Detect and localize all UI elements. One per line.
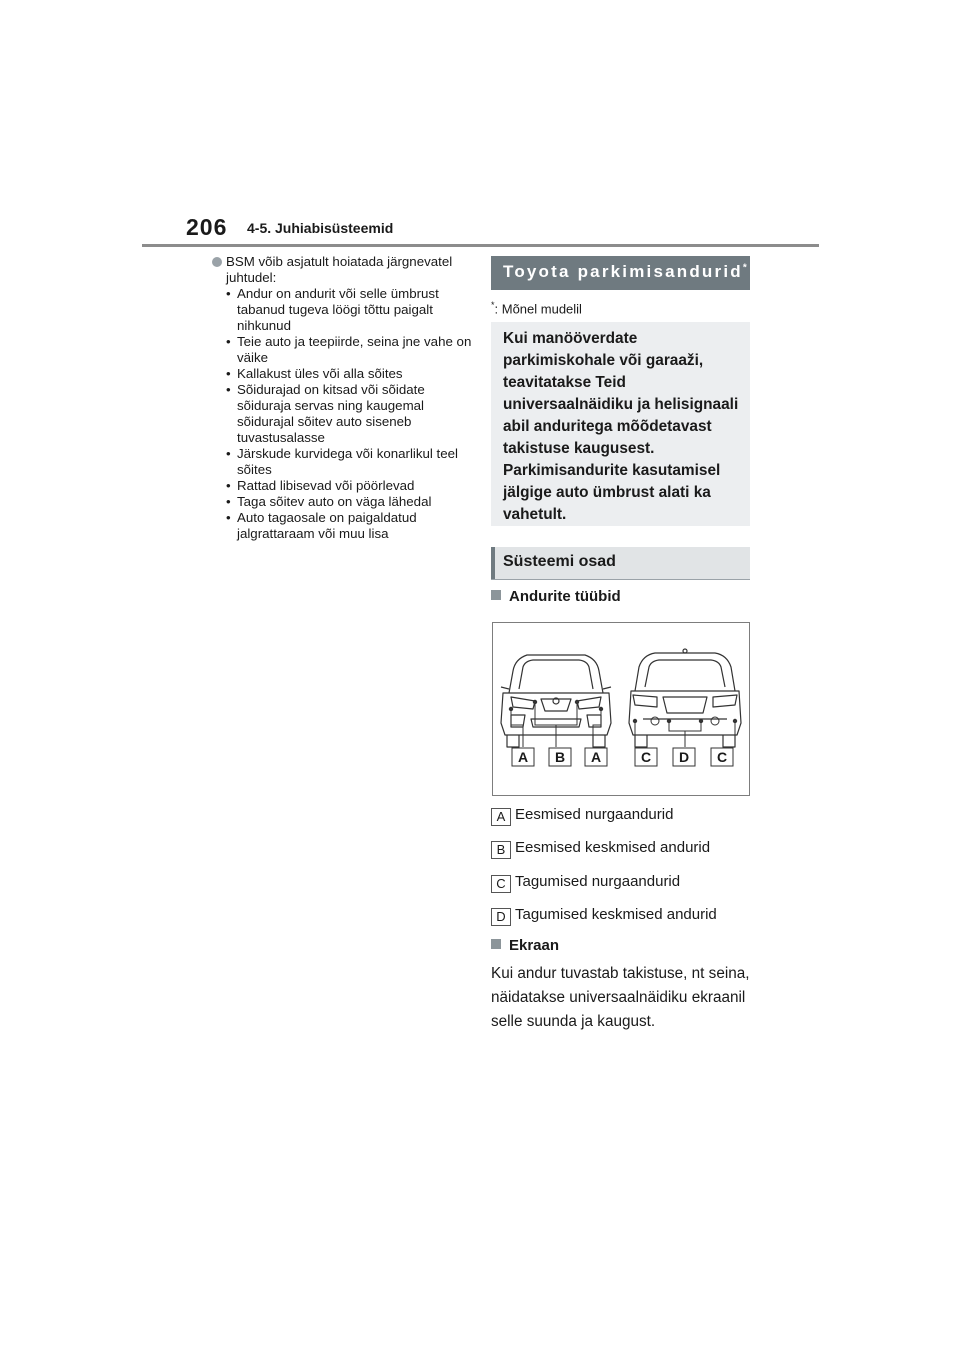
car-sensor-illustration — [493, 623, 749, 795]
list-item: • Järskude kurvidega või konarlikul teel sõites — [226, 446, 458, 477]
diagram-label-d: D — [678, 749, 690, 765]
bullet-icon: • — [226, 382, 231, 397]
list-item: • Kallakust üles või alla sõites — [226, 366, 403, 381]
legend-key: A — [491, 808, 511, 826]
footnote-text: : Mõnel mudelil — [494, 301, 582, 317]
header-divider — [142, 244, 819, 247]
list-item: • Auto tagaosale on paigaldatud jalgrattaraam või muu lisa — [226, 510, 417, 541]
parking-sensors-title: Toyota parkimisandurid* — [503, 262, 747, 281]
legend-key: D — [491, 908, 511, 926]
bullet-icon: • — [226, 366, 231, 381]
asterisk-mark: * — [742, 262, 747, 274]
intro-box — [491, 322, 750, 526]
heading-accent — [491, 547, 495, 579]
display-heading: Ekraan — [491, 937, 559, 954]
footnote-mark: * — [491, 300, 495, 310]
legend-key: C — [491, 875, 511, 893]
footnote — [491, 300, 582, 316]
sensor-types-heading: Andurite tüübid — [491, 588, 621, 605]
bsm-warning-list — [212, 254, 474, 542]
list-item: • Sõidurajad on kitsad või sõidate sõiduraja servas ning kaugemal sõidurajal sõitev auto siseneb tuvastusalasse — [226, 382, 425, 445]
square-bullet-icon — [491, 590, 501, 600]
diagram-label-c-right: C — [716, 749, 728, 765]
section-title: 4-5. Juhiabisüsteemid — [247, 220, 394, 236]
page-number: 206 — [186, 214, 228, 240]
diagram-label-a-left: A — [517, 749, 529, 765]
bullet-icon: • — [226, 286, 231, 301]
list-item: • Rattad libisevad või pöörlevad — [226, 478, 415, 493]
bsm-conditions — [212, 286, 474, 542]
list-item: • Teie auto ja teepiirde, seina jne vahe on väike — [226, 334, 472, 365]
legend-item-a: A Eesmised nurgaandurid — [491, 806, 673, 824]
sensor-diagram — [492, 622, 750, 796]
list-item: • Taga sõitev auto on väga lähedal — [226, 494, 432, 509]
bsm-lead — [212, 254, 474, 286]
diagram-label-b: B — [554, 749, 566, 765]
bsm-lead-text: BSM võib asjatult hoiatada järgnevatel juhtudel: — [226, 254, 453, 285]
diagram-label-a-right: A — [590, 749, 602, 765]
square-bullet-icon — [491, 939, 501, 949]
parking-sensors-title-bar — [491, 256, 750, 290]
system-parts-title: Süsteemi osad — [503, 553, 616, 570]
legend-key: B — [491, 841, 511, 859]
display-text: Kui andur tuvastab takistuse, nt seina, näidatakse universaalnäidiku ekraanil selle suunda ja kaugust. — [491, 965, 750, 1030]
system-parts-heading — [491, 547, 750, 580]
legend-item-c: C Tagumised nurgaandurid — [491, 873, 680, 891]
bullet-icon: • — [226, 494, 231, 509]
intro-text: Kui manööverdate parkimiskohale või garaaži, teavitatakse Teid universaalnäidiku ja helisignaali abil anduritega mõõdetavast takistuse kaugusest. Parkimisandurite kasutamisel jälgige auto ümbrust alati ka vahetult. — [503, 330, 739, 523]
diagram-label-c-left: C — [640, 749, 652, 765]
legend-item-d: D Tagumised keskmised andurid — [491, 906, 717, 924]
legend-item-b: B Eesmised keskmised andurid — [491, 839, 710, 857]
bullet-icon: • — [226, 334, 231, 349]
circle-bullet-icon — [212, 257, 222, 267]
bullet-icon: • — [226, 446, 231, 461]
bullet-icon: • — [226, 510, 231, 525]
list-item: • Andur on andurit või selle ümbrust tabanud tugeva löögi tõttu paigalt nihkunud — [226, 286, 439, 333]
bullet-icon: • — [226, 478, 231, 493]
